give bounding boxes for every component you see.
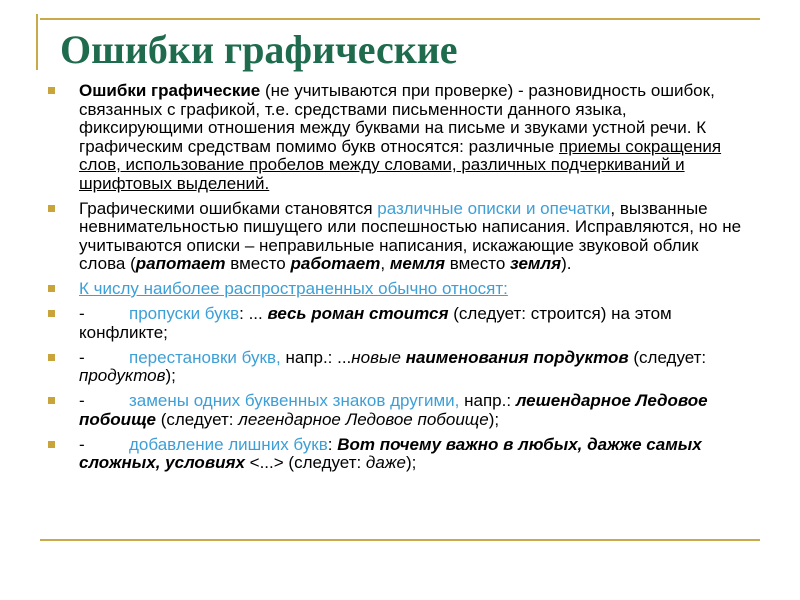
item-text: , вызванные невнимательностью пишущего или поспешностью написания. Исправляются, но не учитываются описки – неправильные написания, искажающие звуковой облик слова (	[79, 198, 742, 273]
bullet-marker	[48, 205, 55, 212]
error-type-label: добавление лишних букв	[129, 434, 328, 454]
example-phrase: даже	[365, 453, 406, 472]
bullet-marker	[48, 310, 55, 317]
bullet-marker	[48, 87, 55, 94]
example-phrase: лешендарное Ледовое побоище	[79, 391, 708, 429]
error-type-label: перестановки букв,	[129, 347, 281, 367]
item-text: (следует: строится) на этом конфликте;	[79, 304, 672, 342]
common-types-heading: К числу наиболее распространенных обычно относят:	[79, 279, 508, 298]
bullet-item-extra-letters	[48, 436, 748, 473]
graphic-means-text: приемы сокращения слов, использование пробелов между словами, различных подчеркиваний и шрифтовых выделений.	[79, 136, 722, 193]
item-text: );	[405, 453, 417, 472]
example-phrase: легендарное Ледовое побоище	[238, 409, 489, 429]
item-text: );	[488, 409, 500, 429]
item-text: (следует:	[628, 347, 707, 367]
example-phrase: наименования пордуктов	[405, 347, 629, 367]
highlight-text: различные описки и опечатки	[377, 198, 611, 218]
error-type-label: замены одних буквенных знаков другими,	[129, 391, 460, 410]
bullet-item-common-types	[48, 280, 748, 299]
item-text: :	[327, 434, 338, 454]
bullet-item-substitutions	[48, 392, 748, 429]
item-text: вместо	[225, 254, 291, 273]
error-type-label: пропуски букв	[129, 304, 240, 323]
example-word: рапотает	[135, 254, 226, 273]
item-text: ,	[380, 254, 390, 273]
item-text: );	[165, 366, 176, 385]
item-text: напр.: ...	[280, 347, 352, 367]
bullet-marker	[48, 441, 55, 448]
bottom-divider-line	[40, 539, 760, 541]
bullet-marker	[48, 397, 55, 404]
item-text: : ...	[239, 304, 268, 323]
dash-marker: -	[79, 434, 85, 454]
example-phrase: продуктов	[79, 366, 166, 385]
slide-title: Ошибки графические	[60, 27, 458, 72]
item-text: напр.:	[459, 391, 516, 410]
example-phrase: Вот почему важно в любых, дажже самых сложных, условиях	[79, 434, 702, 472]
bullet-item-transpositions	[48, 349, 748, 386]
bullet-marker	[48, 354, 55, 361]
bullet-item-definition	[48, 82, 748, 193]
item-text: Графическими ошибками становятся	[79, 198, 378, 218]
left-accent-line	[36, 14, 38, 70]
example-phrase: новые	[351, 347, 401, 367]
item-text: (следует:	[156, 409, 239, 429]
term-label: Ошибки графические	[79, 81, 261, 100]
definition-text: (не учитываются при проверке) - разновидность ошибок, связанных с графикой, т.е. средствами письменности данного языка, фиксирующими отношения между буквами на письме и звуками устной речи. К графическим средствам помимо букв относятся: различные	[79, 81, 715, 156]
item-text: вместо	[445, 254, 511, 273]
example-phrase: весь роман стоится	[267, 304, 449, 323]
bullet-marker	[48, 285, 55, 292]
dash-marker: -	[79, 347, 85, 367]
dash-marker: -	[79, 391, 85, 410]
example-word: земля	[510, 254, 562, 273]
item-text: <...> (следует:	[244, 453, 366, 472]
top-divider-line	[40, 18, 760, 20]
slide-body	[48, 82, 748, 479]
example-word: работает	[290, 254, 381, 273]
item-text: ).	[561, 254, 572, 273]
example-word: мемля	[389, 254, 446, 273]
bullet-item-omissions	[48, 305, 748, 342]
bullet-item-typos	[48, 200, 748, 274]
dash-marker: -	[79, 304, 85, 323]
